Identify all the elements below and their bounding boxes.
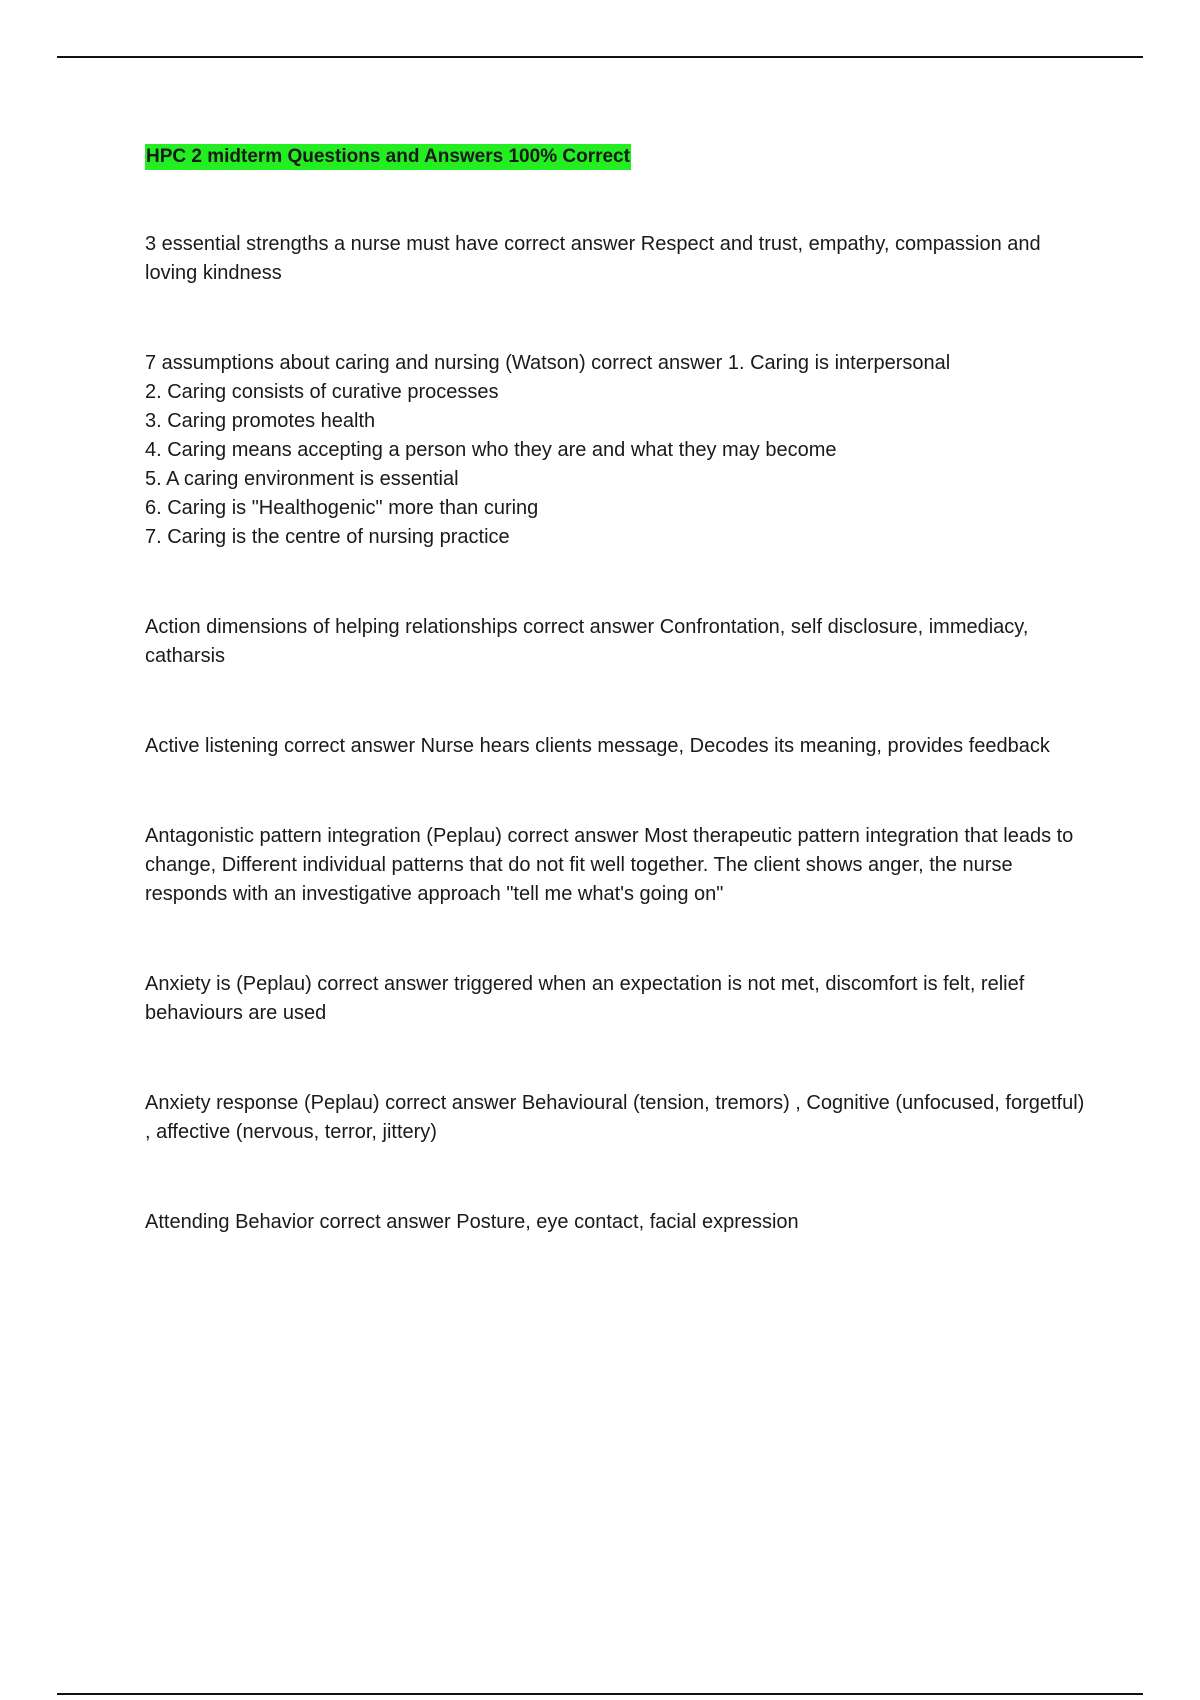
list-item: 6. Caring is "Healthogenic" more than curing — [145, 497, 539, 519]
list-item: 3. Caring promotes health — [145, 410, 376, 432]
document-title: HPC 2 midterm Questions and Answers 100% Correct — [145, 144, 631, 170]
qa-entry — [145, 230, 1090, 288]
qa-text: 3 essential strengths a nurse must have correct answer Respect and trust, empathy, compassion and loving kindness — [145, 233, 1041, 284]
qa-entry — [145, 822, 1090, 909]
qa-text: 7 assumptions about caring and nursing (Watson) correct answer 1. Caring is interpersonal — [145, 352, 951, 374]
qa-entry — [145, 970, 1090, 1028]
qa-entry — [145, 732, 1090, 761]
qa-text: Anxiety response (Peplau) correct answer Behavioural (tension, tremors) , Cognitive (unfocused, forgetful) , affective (nervous, terror, jittery) — [145, 1092, 1085, 1143]
qa-text: Action dimensions of helping relationships correct answer Confrontation, self disclosure, immediacy, catharsis — [145, 616, 1029, 667]
qa-entry — [145, 1208, 1090, 1237]
list-item: 4. Caring means accepting a person who they are and what they may become — [145, 439, 837, 461]
qa-text: Antagonistic pattern integration (Peplau) correct answer Most therapeutic pattern integration that leads to change, Different individual patterns that do not fit well together. The client shows anger, the nurse responds with an investigative approach "tell me what's going on" — [145, 825, 1074, 905]
list-item: 2. Caring consists of curative processes — [145, 381, 499, 403]
footer-rule — [57, 1693, 1143, 1695]
qa-text: Anxiety is (Peplau) correct answer triggered when an expectation is not met, discomfort is felt, relief behaviours are used — [145, 973, 1025, 1024]
qa-entry — [145, 1089, 1090, 1147]
qa-text: Active listening correct answer Nurse hears clients message, Decodes its meaning, provides feedback — [145, 735, 1050, 757]
list-item: 5. A caring environment is essential — [145, 468, 459, 490]
list-item: 7. Caring is the centre of nursing practice — [145, 526, 510, 548]
qa-entry — [145, 349, 1090, 552]
qa-text: Attending Behavior correct answer Posture, eye contact, facial expression — [145, 1211, 799, 1233]
document-body — [145, 142, 1090, 1237]
qa-entry — [145, 613, 1090, 671]
header-rule — [57, 56, 1143, 58]
